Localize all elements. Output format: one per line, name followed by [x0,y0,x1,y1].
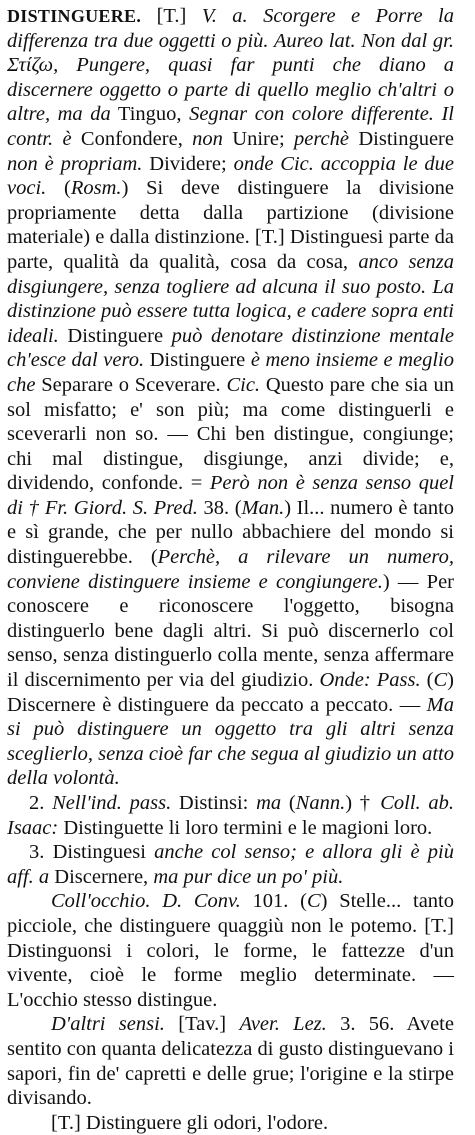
italic-text-run: ma [256,792,282,814]
roman-text-run: ) Si deve distinguere la divisione propriamente detta dalla partizione (divisione materiale) e dalla distinzione. [T.] Distinguesi parte da parte, qualità da qualità, cosa da cosa, [7,177,455,273]
italic-text-run: Nann. [295,792,346,814]
roman-text-run: ( [46,177,71,200]
roman-text-run: [T.] Distinguere gli odori, l'odore. [51,1111,329,1134]
roman-text-run: ) Discernere è distinguere da peccato a peccato. — [7,669,454,716]
italic-text-run: anche col senso; e allora gli è più aff. a [7,841,454,888]
italic-text-run: ma pur dice un po' più. [153,865,344,888]
italic-text-run: V. a. Scorgere e Porre la differenza tra due oggetti o più. Aureo lat. Non dal gr. Στίζω, Pungere, quasi far punti che diano a discernere oggetto o parte di quello meglio ch'altri o altre, ma da [7,5,454,126]
roman-text-run: Tinguo, [110,103,190,126]
entry-paragraph-sense-3-other [7,1012,454,1110]
roman-text-run: Distinguere [58,324,172,347]
roman-text-run: Unire; [222,127,294,150]
roman-text-run: 3. 56. Avete sentito con quanta delicatezza di gusto distinguevano i sapori, fin de' capretti e delle grue; l'origine e la stirpe divisando. [7,1013,454,1110]
italic-text-run: Aver. Lez. [239,1013,327,1036]
italic-text-run: Cic. [226,373,261,396]
italic-text-run: perchè [293,127,349,150]
italic-text-run: Man. [241,496,285,519]
roman-text-run: 2. [29,792,53,814]
roman-text-run: 3. Distinguesi [29,841,155,864]
italic-text-run: Ma si può distinguere un oggetto tra gli altri senza sceglierlo, senza cioè far che segua al giudizio un atto della volontà. [7,693,454,790]
roman-text-run: Discernere, [49,865,154,888]
italic-text-run: C [433,669,448,692]
italic-text-run: Onde: Pass. [319,669,421,692]
italic-text-run: non è propriam. [7,152,143,175]
italic-text-run: non [192,127,223,150]
italic-text-run: D'altri sensi. [51,1013,165,1036]
roman-text-run: [T.] [141,5,202,27]
roman-text-run: [Tav.] [164,1013,240,1036]
roman-text-run: Distinguere [349,127,454,150]
italic-text-run: anco senza disgiungere, senza togliere ad alcuna il suo posto. La distinzione può essere tutta logica, e cadere sopra enti ideali. [7,250,454,347]
entry-paragraph-main-body [7,5,454,789]
roman-text-run: ) Stelle... tanto picciole, che distinguere quaggiù non le potemo. [T.] Distinguonsi i colori, le forme, le fattezze d'un vivente, cioè le forme meglio determinate. — L'occhio stesso distingue. [7,890,454,1011]
roman-text-run: Distinguette li loro termini e le magioni loro. [58,816,433,839]
roman-text-run: 38. ( [197,496,242,519]
roman-text-run: Distinguere [144,349,251,372]
italic-text-run: Segnar con colore differente. Il contr. è [7,103,454,150]
entry-paragraph-sense-3 [7,840,454,889]
italic-text-run: Coll. ab. Isaac: [7,792,454,839]
roman-text-run: Questo pare che sia un sol misfatto; e' son più; ma come distinguerli e sceverarli non so. — Chi ben distingue, congiunge; chi mal distingue, disgiunge, anzi divide; e, dividendo, confonde. = [7,373,455,495]
italic-text-run: onde Cic. accoppia le due voci. [7,152,455,200]
italic-text-run: può denotare distinzione mentale ch'esce dal vero. [7,324,454,372]
italic-text-run: è meno insieme e meglio che [7,349,454,396]
entry-paragraph-main [7,4,454,791]
italic-text-run: Perchè, a rilevare un numero, conviene distinguere insieme e congiungere. [7,546,454,593]
roman-text-run: ) † [345,792,381,814]
italic-text-run: Però non è senza senso quel di † Fr. Giord. S. Pred. [7,472,454,519]
entry-headword: DISTINGUERE. [7,6,142,26]
entry-paragraph-sense-2 [7,791,454,840]
roman-text-run: Separare o Sceverare. [35,373,227,396]
roman-text-run: ( [420,669,434,692]
roman-text-run: Dividere; [142,152,234,175]
entry-paragraph-sense-3-eye [7,889,454,1012]
roman-text-run: Distinsi: [171,792,257,814]
italic-text-run: Nell'ind. pass. [52,792,172,814]
italic-text-run: C [306,890,321,913]
entry-paragraph-sense-3-smell [7,1111,454,1135]
dictionary-entry [7,4,454,1135]
italic-text-run: Rosm. [70,177,122,200]
italic-text-run: Coll'occhio. D. Conv. [51,890,241,913]
roman-text-run: ) Il... numero è tanto e sì grande, che per nullo abbachiere del mondo si distinguerebbe. ( [7,496,455,569]
roman-text-run: ( [281,792,296,814]
roman-text-run: 101. ( [240,890,307,913]
roman-text-run: ) — Per conoscere e riconoscere l'oggetto, bisogna distinguerlo bene dagli altri. Si può discernerlo col senso, senza distinguerlo colla mente, senza affermare il discernimento per via del giudizio. [7,570,455,692]
roman-text-run: Confondere, [71,127,193,150]
